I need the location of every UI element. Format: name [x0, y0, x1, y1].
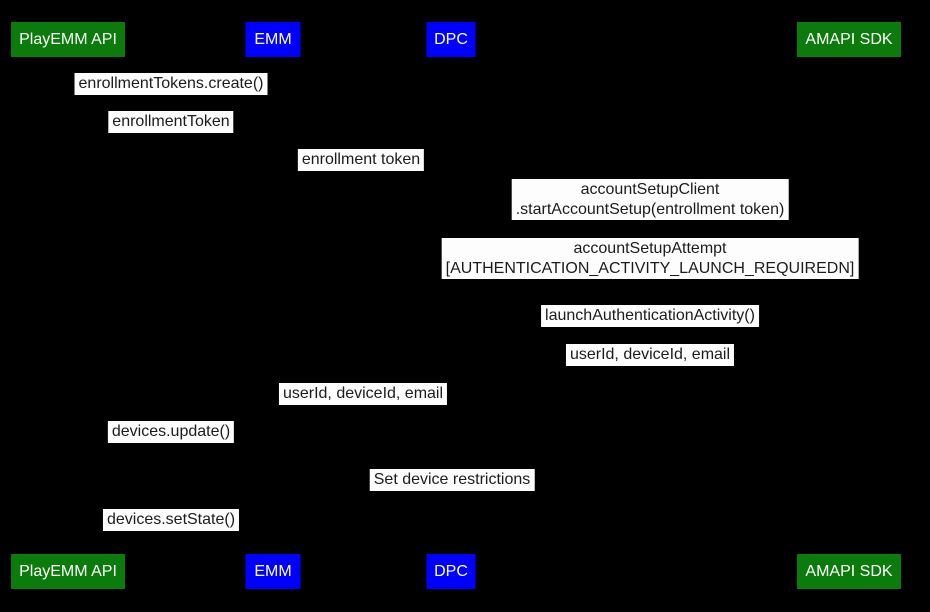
message-line: [AUTHENTICATION_ACTIVITY_LAUNCH_REQUIREDN] — [445, 259, 855, 277]
message-line: launchAuthenticationActivity() — [545, 307, 755, 324]
participant-dpc-bottom: DPC — [427, 554, 476, 589]
participant-playemm-api-top: PlayEMM API — [11, 22, 125, 57]
participant-amapi-sdk-bottom: AMAPI SDK — [797, 554, 901, 589]
message-line: .startAccountSetup(entrollment token) — [515, 200, 785, 218]
message-line: enrollment token — [301, 151, 421, 168]
message-line: devices.update() — [111, 423, 231, 440]
participant-amapi-sdk-top: AMAPI SDK — [797, 22, 901, 57]
message-enrollment-token-forward — [298, 149, 424, 171]
message-devices-update — [108, 421, 234, 443]
message-enrollment-token-return — [108, 111, 233, 133]
message-account-setup-attempt — [442, 238, 859, 279]
participant-emm-top: EMM — [246, 22, 301, 57]
message-set-device-restrictions — [370, 469, 535, 491]
message-line: accountSetupClient — [580, 181, 720, 198]
message-line: userId, deviceId, email — [569, 346, 731, 363]
message-devices-set-state — [103, 509, 239, 531]
message-start-account-setup — [512, 179, 789, 220]
message-enrollment-tokens-create — [75, 73, 268, 95]
message-line: accountSetupAttempt — [573, 240, 727, 257]
message-line: userId, deviceId, email — [282, 385, 444, 402]
participant-dpc-top: DPC — [427, 22, 476, 57]
message-line: Set device restrictions — [373, 471, 531, 488]
message-line: enrollmentTokens.create() — [78, 75, 264, 92]
message-userid-deviceid-email-right — [566, 344, 734, 366]
participant-playemm-api-bottom: PlayEMM API — [11, 554, 125, 589]
participant-emm-bottom: EMM — [246, 554, 301, 589]
message-line: devices.setState() — [106, 511, 236, 528]
message-launch-authentication-activity — [541, 305, 759, 327]
message-userid-deviceid-email-left — [279, 383, 447, 405]
message-line: enrollmentToken — [112, 113, 230, 130]
